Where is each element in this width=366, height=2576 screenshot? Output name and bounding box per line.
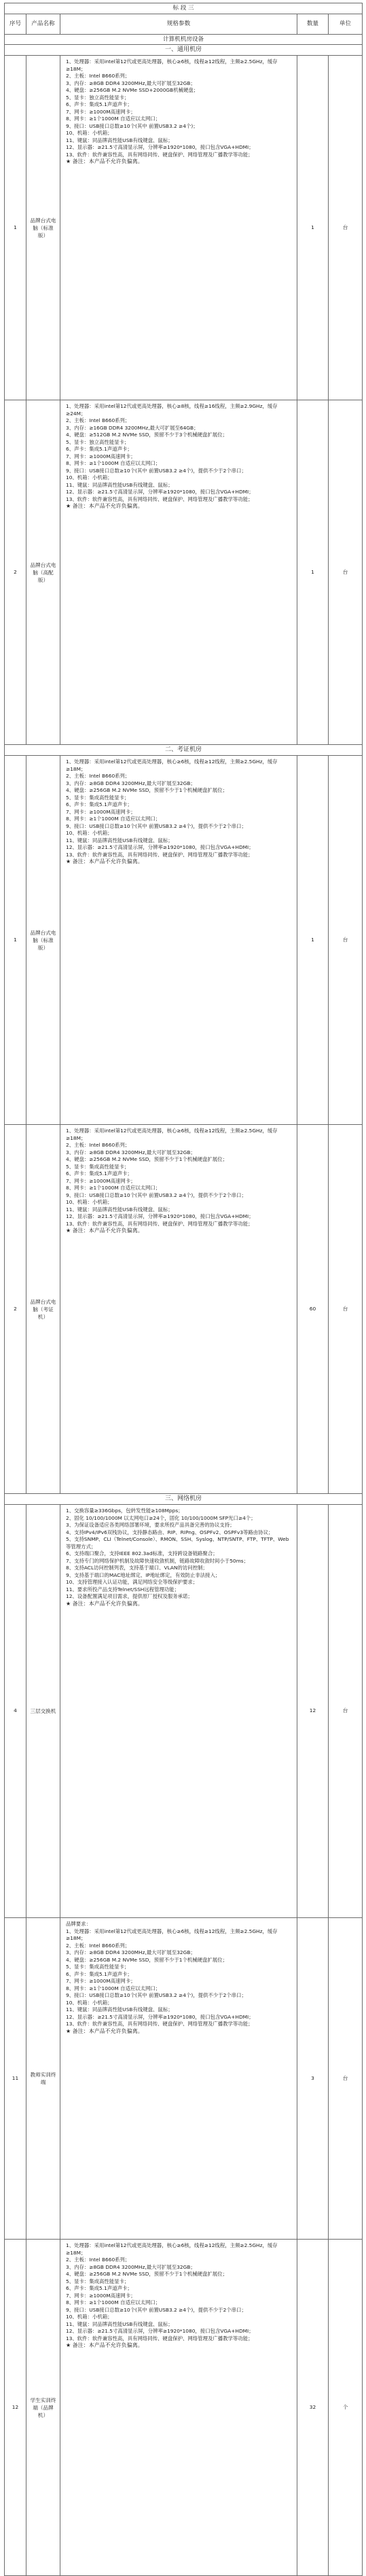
spec-line: 7、网卡：≥1000M高速网卡； xyxy=(66,1978,136,1984)
spec-line: 11、键鼠：同品牌高性能USB有线键盘、鼠标； xyxy=(66,137,173,143)
spec-line: 5、显卡：集成高性能显卡； xyxy=(66,794,130,801)
spec-line: 13、软件：软件兼容性高，具有网络同传、硬盘保护、网络管理及广播教学等功能； xyxy=(66,851,253,858)
spec-line: 9、接口：USB接口总数≥10个(其中 前置USB3.2 ≥4个)，提供不少于2个串口； xyxy=(66,2306,246,2313)
item-row xyxy=(5,756,363,1125)
item-index: 1 xyxy=(5,56,26,400)
spec-line: 9、接口：USB接口总数≥10个(其中 前置USB3.2 ≥4个)，提供不少于2个串口； xyxy=(66,467,246,474)
item-quantity: 1 xyxy=(297,56,329,400)
item-spec-cell xyxy=(60,56,297,400)
section-row xyxy=(5,745,363,756)
spec-line: 10、机箱：小机箱； xyxy=(66,474,113,481)
item-unit: 台 xyxy=(329,1125,363,1494)
spec-line: 5、显卡：独立高性能显卡； xyxy=(66,94,130,101)
spec-line: 3、内存：≥8GB DDR4 3200MHz,最大可扩展至32GB； xyxy=(66,1949,196,1955)
section-row xyxy=(5,45,363,56)
header-row xyxy=(5,14,363,35)
spec-line: 10、机箱：小机箱； xyxy=(66,130,113,136)
spec-line: 5、显卡：集成高性能显卡； xyxy=(66,1163,130,1170)
item-index: 12 xyxy=(5,2240,26,2576)
spec-line: 品牌要求： xyxy=(66,1921,91,1927)
item-quantity: 1 xyxy=(297,756,329,1125)
spec-line: 12、设备配置满足项目需求，提供原厂授权及服务承诺； xyxy=(66,1593,193,1599)
spec-line: 5、支持SNMP、CLI（Telnet/Console）、RMON、SSH、Syslog、NTP/SNTP、FTP、TFTP、Web 等管理方式； xyxy=(66,1536,289,1550)
spec-remark: ★ 备注：本产品不允许负偏离。 xyxy=(66,2027,143,2034)
spec-line: 1、处理器：采用intel第12代或更高处理器，核心≥6核，线程≥12线程，主频≥2.5GHz，缓存≥18M； xyxy=(66,1928,278,1941)
spec-remark: ★ 备注：本产品不允许负偏离。 xyxy=(66,503,143,509)
item-spec-cell xyxy=(60,400,297,745)
item-row xyxy=(5,400,363,745)
item-quantity: 32 xyxy=(297,2240,329,2576)
spec-line: 8、网卡：≥1个1000M 自适应以太网口； xyxy=(66,116,161,122)
item-product-name: 品牌台式电脑（标准版） xyxy=(26,56,60,400)
item-unit: 台 xyxy=(329,756,363,1125)
spec-line: 9、支持基于端口的MAC地址绑定、IP地址绑定，有效防止非法接入； xyxy=(66,1571,221,1578)
spec-line: 1、处理器：采用intel第12代或更高处理器，核心≥8核，线程≥16线程，主频≥2.9GHz，缓存≥24M； xyxy=(66,403,278,417)
item-product-name: 学生实训终端（品牌机） xyxy=(26,2240,60,2576)
spec-line: 4、硬盘：≥256GB M.2 NVMe SSD，预留不少于1个机械硬盘扩展位； xyxy=(66,1156,227,1162)
item-unit: 台 xyxy=(329,1918,363,2240)
spec-line: 6、声卡：集成5.1声道声卡； xyxy=(66,446,132,452)
item-row xyxy=(5,1125,363,1494)
item-quantity: 12 xyxy=(297,1505,329,1918)
item-unit: 台 xyxy=(329,1505,363,1918)
item-product-name: 品牌台式电脑（高配版） xyxy=(26,400,60,745)
spec-line: 4、硬盘：≥512GB M.2 NVMe SSD，预留不少于3个机械硬盘扩展位； xyxy=(66,432,227,438)
spec-line: 2、主板：Intel B660系列； xyxy=(66,73,130,79)
item-row xyxy=(5,2240,363,2576)
item-product-name: 品牌台式电脑（考证机） xyxy=(26,1125,60,1494)
spec-remark: ★ 备注：本产品不允许负偏离。 xyxy=(66,2342,143,2348)
section-title: 三、网络机房 xyxy=(5,1494,363,1505)
spec-line: 1、处理器：采用intel第12代或更高处理器，核心≥6核，线程≥12线程，主频≥2.5GHz，缓存≥18M； xyxy=(66,1128,278,1141)
item-unit: 个 xyxy=(329,2240,363,2576)
spec-remark: ★ 备注：本产品不允许负偏离。 xyxy=(66,858,143,865)
item-quantity: 3 xyxy=(297,1918,329,2240)
spec-line: 5、显卡：集成高性能显卡； xyxy=(66,2278,130,2284)
group-title-row xyxy=(5,35,363,45)
item-spec-cell xyxy=(60,1505,297,1918)
item-product-name: 品牌台式电脑（标准版） xyxy=(26,756,60,1125)
spec-line: 11、键鼠：同品牌高性能USB有线键盘、鼠标； xyxy=(66,1206,173,1213)
spec-line: 6、声卡：集成5.1声道声卡； xyxy=(66,1970,132,1977)
spec-line: 8、网卡：≥1个1000M 自适应以太网口； xyxy=(66,816,161,822)
item-index: 11 xyxy=(5,1918,26,2240)
spec-line: 5、显卡：独立高性能显卡； xyxy=(66,438,130,445)
spec-line: 4、支持IPv4/IPv6双栈协议，支持静态路由、RIP、RIPng、OSPFv2、OSPFv3等路由协议； xyxy=(66,1529,274,1535)
spec-line: 12、显示器：≥21.5寸高清显示屏，分辨率≥1920*1080，接口包含VGA+HDMI； xyxy=(66,2328,254,2334)
item-index: 4 xyxy=(5,1505,26,1918)
spec-line: 2、主板：Intel B660系列； xyxy=(66,1942,130,1949)
group-title: 计算机机房设备 xyxy=(5,35,363,45)
spec-line: 13、软件：软件兼容性高，具有网络同传、硬盘保护、网络管理及广播教学等功能； xyxy=(66,495,253,502)
spec-line: 2、主板：Intel B660系列； xyxy=(66,417,130,423)
spec-line: 11、键鼠：同品牌高性能USB有线键盘、鼠标； xyxy=(66,481,173,488)
spec-line: 9、接口：USB接口总数≥10个(其中 前置USB3.2 ≥4个)，提供不少于2个串口； xyxy=(66,1191,246,1198)
spec-line: 1、处理器：采用intel第12代或更高处理器，核心≥6核，线程≥12线程，主频≥2.5GHz，缓存≥18M； xyxy=(66,58,278,72)
spec-line: 13、软件：软件兼容性高，具有网络同传、硬盘保护、网络管理及广播教学等功能； xyxy=(66,2335,253,2342)
spec-line: 10、机箱：小机箱； xyxy=(66,1199,113,1205)
header-spec: 规格参数 xyxy=(60,14,297,35)
header-index: 序号 xyxy=(5,14,26,35)
item-product-name: 三层交换机 xyxy=(26,1505,60,1918)
spec-line: 9、接口：USB接口总数≥10个(其中 前置USB3.2 ≥4个)，提供不少于2个串口； xyxy=(66,822,246,829)
item-index: 2 xyxy=(5,1125,26,1494)
spec-line: 2、主板：Intel B660系列； xyxy=(66,2257,130,2263)
spec-line: 10、机箱：小机箱； xyxy=(66,830,113,836)
spec-line: 6、声卡：集成5.1声道声卡； xyxy=(66,101,132,107)
spec-line: 3、内存：≥8GB DDR4 3200MHz,最大可扩展至32GB； xyxy=(66,1149,196,1155)
spec-line: 7、网卡：≥1000M高速网卡； xyxy=(66,1177,136,1184)
spec-line: 3、内存：≥8GB DDR4 3200MHz,最大可扩展至32GB； xyxy=(66,2263,196,2270)
spec-line: 12、显示器：≥21.5寸高清显示屏，分辨率≥1920*1080，接口包含VGA+HDMI； xyxy=(66,2013,254,2020)
spec-line: 9、接口：USB接口总数≥10个(其中 前置USB3.2 ≥4个)； xyxy=(66,122,198,129)
spec-line: 6、支持端口聚合，支持IEEE 802.3ad标准，支持跨设备链路聚合； xyxy=(66,1550,218,1556)
spec-line: 8、支持ACL访问控制列表，支持基于端口、VLAN的访问控制； xyxy=(66,1565,208,1571)
spec-remark: ★ 备注：本产品不允许负偏离。 xyxy=(66,158,143,164)
section-row xyxy=(5,1494,363,1505)
spec-line: 7、网卡：≥1000M高速网卡； xyxy=(66,2292,136,2299)
item-unit: 台 xyxy=(329,400,363,745)
spec-line: 5、显卡：集成高性能显卡； xyxy=(66,1964,130,1970)
item-spec-cell xyxy=(60,756,297,1125)
spec-remark: ★ 备注：本产品不允许负偏离。 xyxy=(66,1600,143,1607)
spec-line: 1、处理器：采用intel第12代或更高处理器，核心≥6核，线程≥12线程，主频≥2.5GHz，缓存≥18M； xyxy=(66,759,278,772)
lot-title-row xyxy=(5,3,363,14)
item-quantity: 1 xyxy=(297,400,329,745)
spec-line: 7、网卡：≥1000M高速网卡； xyxy=(66,453,136,459)
spec-line: 4、硬盘：≥256GB M.2 NVMe SSD，预留不少于1个机械硬盘扩展位； xyxy=(66,1956,227,1963)
item-index: 2 xyxy=(5,400,26,745)
item-row xyxy=(5,1505,363,1918)
lot-title: 标 段 三 xyxy=(5,3,363,14)
header-product-name: 产品名称 xyxy=(26,14,60,35)
spec-line: 11、要求所投产品支持Telnet/SSH远程管理功能； xyxy=(66,1586,180,1592)
item-quantity: 60 xyxy=(297,1125,329,1494)
spec-line: 7、支持专门的网络保护机制及故障快速收敛机制，链路故障收敛时间小于50ms； xyxy=(66,1557,249,1564)
spec-line: 8、网卡：≥1个1000M 自适应以太网口； xyxy=(66,460,161,466)
section-title: 一、通用机房 xyxy=(5,45,363,56)
spec-line: 9、接口：USB接口总数≥10个(其中 前置USB3.2 ≥4个)，提供不少于2个串口； xyxy=(66,1992,246,1998)
spec-line: 4、硬盘：≥256GB M.2 NVMe SSD+2000GB机械硬盘； xyxy=(66,87,199,93)
spec-line: 12、显示器：≥21.5寸高清显示屏，分辨率≥1920*1080，接口包含VGA+HDMI； xyxy=(66,1213,254,1219)
spec-line: 10、支持管理接入认证功能，满足网络安全等级保护要求； xyxy=(66,1579,198,1585)
item-row xyxy=(5,56,363,400)
spec-line: 3、内存：≥8GB DDR4 3200MHz,最大可扩展至32GB； xyxy=(66,780,196,786)
item-product-name: 教师实训终端 xyxy=(26,1918,60,2240)
item-unit: 台 xyxy=(329,56,363,400)
spec-line: 2、固化 10/100/1000M 以太网电口≥24个，固化 10/100/1000M SFP光口≥4个； xyxy=(66,1514,256,1521)
spec-line: 13、软件：软件兼容性高，具有网络同传、硬盘保护、网络管理及广播教学等功能； xyxy=(66,2021,253,2027)
item-spec-cell xyxy=(60,1125,297,1494)
spec-line: 12、显示器：≥21.5寸高清显示屏，分辨率≥1920*1080，接口包含VGA+HDMI； xyxy=(66,144,254,150)
spec-line: 6、声卡：集成5.1声道声卡； xyxy=(66,2285,132,2291)
spec-line: 7、网卡：≥1000M高速网卡； xyxy=(66,108,136,115)
item-row xyxy=(5,1918,363,2240)
header-quantity: 数量 xyxy=(297,14,329,35)
spec-line: 12、显示器：≥21.5寸高清显示屏，分辨率≥1920*1080，接口包含VGA+HDMI； xyxy=(66,489,254,495)
spec-line: 10、机箱：小机箱； xyxy=(66,2314,113,2320)
item-spec-cell xyxy=(60,2240,297,2576)
spec-line: 13、软件：软件兼容性高，具有网络同传、硬盘保护、网络管理及广播教学等功能； xyxy=(66,1220,253,1227)
spec-line: 7、网卡：≥1000M高速网卡； xyxy=(66,808,136,815)
section-title: 二、考证机房 xyxy=(5,745,363,756)
item-spec-cell xyxy=(60,1918,297,2240)
spec-line: 11、键鼠：同品牌高性能USB有线键盘、鼠标； xyxy=(66,2320,173,2327)
spec-table xyxy=(4,3,363,2576)
spec-line: 6、声卡：集成5.1声道声卡； xyxy=(66,1170,132,1177)
spec-line: 1、处理器：采用intel第12代或更高处理器，核心≥6核，线程≥12线程，主频≥2.5GHz，缓存≥18M； xyxy=(66,2242,278,2256)
spec-line: 8、网卡：≥1个1000M 自适应以太网口； xyxy=(66,1985,161,1991)
header-unit: 单位 xyxy=(329,14,363,35)
spec-line: 3、内存：≥8GB DDR4 3200MHz,最大可扩展至32GB； xyxy=(66,80,196,86)
spec-line: 2、主板：Intel B660系列； xyxy=(66,1142,130,1148)
spec-line: 8、网卡：≥1个1000M 自适应以太网口； xyxy=(66,2299,161,2305)
spec-remark: ★ 备注：本产品不允许负偏离。 xyxy=(66,1228,143,1234)
spec-line: 10、机箱：小机箱； xyxy=(66,1999,113,2006)
spec-line: 4、硬盘：≥256GB M.2 NVMe SSD，预留不少于1个机械硬盘扩展位； xyxy=(66,787,227,793)
item-index: 1 xyxy=(5,756,26,1125)
spec-line: 13、软件：软件兼容性高，具有网络同传、硬盘保护、网络管理及广播教学等功能； xyxy=(66,151,253,158)
spec-line: 3、内存：≥16GB DDR4 3200MHz,最大可扩展至64GB； xyxy=(66,424,199,431)
spec-line: 4、硬盘：≥256GB M.2 NVMe SSD，预留不少于1个机械硬盘扩展位； xyxy=(66,2271,227,2277)
spec-line: 12、显示器：≥21.5寸高清显示屏，分辨率≥1920*1080，接口包含VGA+HDMI； xyxy=(66,844,254,850)
spec-line: 3、为保证设备适应各类网络部署环境，要求所投产品具备完善的协议支持； xyxy=(66,1522,235,1528)
spec-line: 8、网卡：≥1个1000M 自适应以太网口； xyxy=(66,1185,161,1191)
spec-line: 2、主板：Intel B660系列； xyxy=(66,773,130,779)
spec-line: 1、交换容量≥336Gbps，包转发性能≥108Mpps； xyxy=(66,1508,183,1514)
spec-line: 6、声卡：集成5.1声道声卡； xyxy=(66,801,132,807)
spec-line: 11、键鼠：同品牌高性能USB有线键盘、鼠标； xyxy=(66,837,173,843)
spec-line: 11、键鼠：同品牌高性能USB有线键盘、鼠标； xyxy=(66,2006,173,2013)
